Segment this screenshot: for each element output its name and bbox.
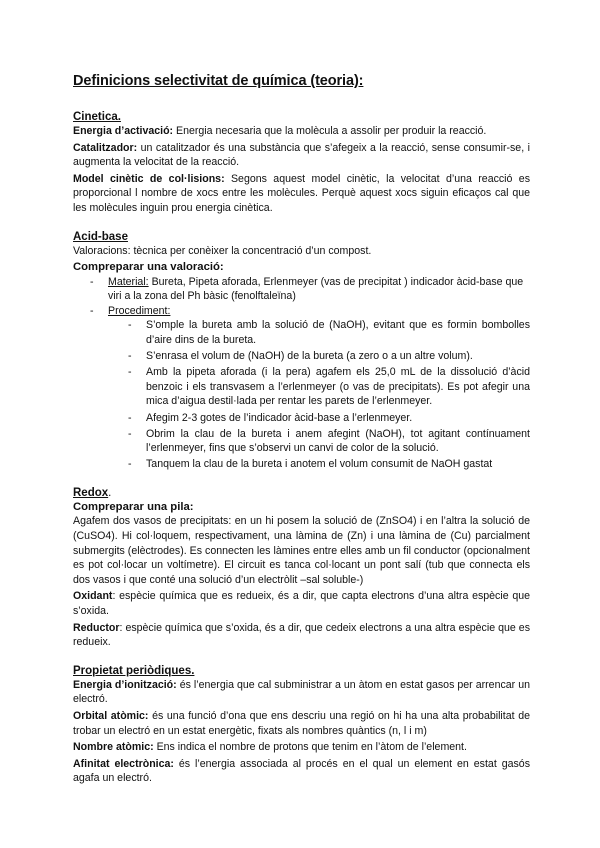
definition-text: un catalitzador és una substància que s’afegeix a la reacció, sense consumir-se, i augmenta la velocitat de la reacció. (73, 141, 530, 169)
definition-energia-activacio (73, 124, 530, 139)
definition-reductor (73, 621, 530, 650)
section-redox (73, 486, 530, 650)
procediment-step: - Tanquem la clau de la bureta i anotem el volum consumit de NaOH gastat (128, 457, 530, 472)
term: Afinitat electrònica: (73, 757, 174, 770)
section-cinetica (73, 110, 530, 216)
definition-oxidant (73, 589, 530, 618)
definition-afinitat-electronica (73, 757, 530, 786)
procediment-step: - S’enrasa el volum de (NaOH) de la bureta (a zero o a un altre volum). (128, 349, 530, 364)
material-text: Bureta, Pipeta aforada, Erlenmeyer (vas de precipitat ) indicador àcid-base que viri a la zona del Ph bàsic (fenolftaleïna) (108, 275, 524, 303)
definition-text: és l’energia associada al procés en el qual un element en estat gasós agafa un electró. (73, 757, 530, 785)
procediment-step: - S’omple la bureta amb la solució de (NaOH), evitant que es formin bombolles d’aire dins de la bureta. (128, 318, 530, 347)
valoracions-definition: Valoracions: tècnica per conèixer la concentració d’un compost. (73, 244, 372, 257)
valoracio-list (73, 275, 530, 472)
term: Nombre atòmic: (73, 741, 154, 754)
section-periodiques (73, 664, 530, 786)
term: Orbital atòmic: (73, 709, 149, 722)
term: Reductor (73, 621, 120, 634)
term: Model cinètic de col·lisions: (73, 172, 225, 185)
procediment-step: - Obrim la clau de la bureta i anem afegint (NaOH), tot agitant contínuament l’erlenmeyer, fins que s’observi un canvi de color de la solució. (128, 427, 530, 456)
procediment-step: - Afegim 2-3 gotes de l’indicador àcid-base a l’erlenmeyer. (128, 411, 530, 426)
procediment-label: Procediment: (108, 304, 171, 317)
procediment-step: - Amb la pipeta aforada (i la pera) agafem els 25,0 mL de la dissolució d’àcid benzoic i els transvasem a l’erlenmeyer (o vas de precipitats). Es pot afegir una mica d’aigua destil·lada per rentar les parets de l’erlenmeyer. (128, 365, 530, 409)
section-heading-cinetica: Cinetica. (73, 111, 121, 123)
definition-text: : espècie química que s’oxida, és a dir, que cedeix electrons a una altra espècie que es redueix. (73, 621, 530, 649)
term: Energia d’activació: (73, 125, 174, 137)
definition-text: Ens indica el nombre de protons que tenim en l’àtom de l’element. (153, 741, 467, 754)
document-title: Definicions selectivitat de química (teoria): (73, 73, 364, 89)
list-item-material (90, 275, 530, 304)
definition-text: és una funció d’ona que ens descriu una regió on hi ha una alta probabilitat de trobar un electró en un estat energètic, fixats als nombres quàntics (n, l i m) (73, 709, 530, 737)
subheading-pila: Compreparar una pila: (73, 500, 194, 513)
list-item-procediment (90, 304, 530, 472)
definition-text: Energia necesaria que la molècula a assolir per produir la reacció. (173, 125, 487, 137)
definition-text: : espècie química que es redueix, és a dir, que capta electrons d’una altra espècie que s’oxida. (73, 590, 530, 617)
term: Catalitzador: (73, 141, 138, 154)
redox-heading-suffix: . (108, 486, 112, 499)
procediment-steps (108, 318, 530, 471)
pila-paragraph: Agafem dos vasos de precipitats: en un hi posem la solució de (ZnSO4) i en l’altra la solució de (CuSO4). Hi col·loquem, respectivament, una làmina de (Zn) i una làmina de (Cu) parcialment submergits (elèctrodes). Es connecten les làmines entre elles amb un fil conductor (opcionalment es pot col·locar un voltímetre). El circuit es tanca col·locant un pont salí (tub que connecta els dos vasos i que conté una solució d’un electròlit –sal soluble-) (73, 515, 530, 586)
redox-heading-text: Redox (73, 486, 109, 499)
material-label: Material: (108, 275, 149, 288)
section-heading-periodiques: Propietat periòdiques. (73, 664, 195, 677)
term: Oxidant (73, 590, 113, 603)
subheading-valoracio: Compreparar una valoració: (73, 261, 224, 274)
section-heading-redox (73, 486, 530, 500)
definition-nombre-atomic (73, 740, 530, 755)
definition-model-cinetic (73, 172, 530, 216)
definition-energia-ionitzacio (73, 678, 530, 707)
definition-text: és l’energia que cal subministrar a un àtom en estat gasos per arrencar un electró. (73, 678, 530, 706)
term: Energia d’ionització: (73, 678, 177, 691)
section-heading-acid-base: Acid-base (73, 230, 128, 243)
definition-orbital-atomic (73, 709, 530, 738)
definition-text: Segons aquest model cinètic, la velocitat d’una reacció es proporcional l nombre de xocs entre les molècules. Perquè aquest xocs siguin eficaços cal que les molècules inguin prou energia cinètica. (73, 172, 531, 214)
section-acid-base (73, 230, 530, 472)
definition-catalitzador (73, 141, 530, 170)
